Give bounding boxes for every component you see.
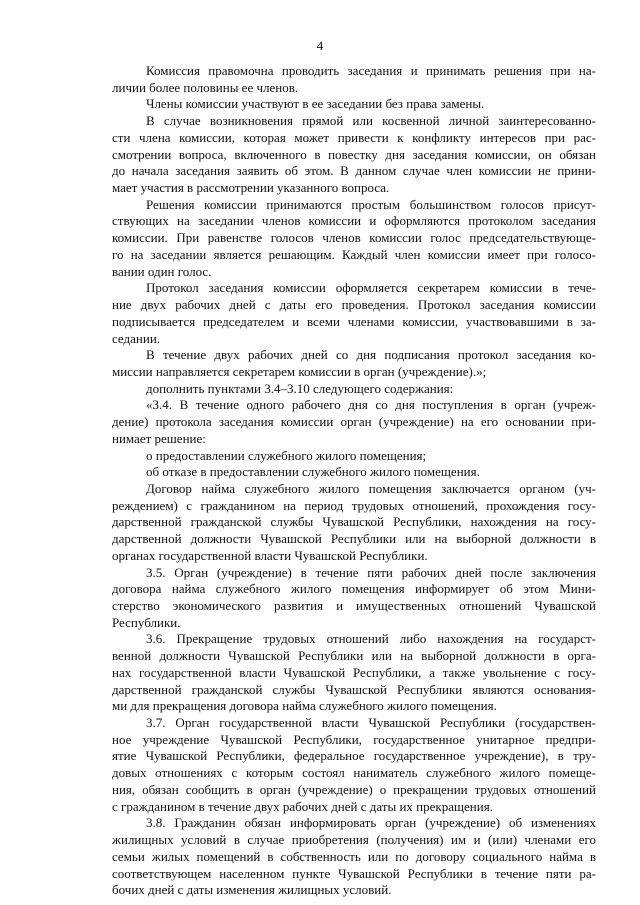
text-line: с гражданином в течение двух рабочих дней с даты их прекращения. <box>112 798 493 814</box>
text-line: довых отношениях с которым состоял наниматель служебного жилого помеще- <box>112 765 596 781</box>
text-line: В течение двух рабочих дней со дня подписания протокол заседания ко- <box>146 347 596 363</box>
text-line: миссии направляется секретарем комиссии в орган (учреждение).»; <box>112 363 487 379</box>
text-line: «3.4. В течение одного рабочего дня со дня поступления в орган (учреж- <box>146 397 596 413</box>
text-line: 3.7. Орган государственной власти Чувашской Республики (государствен- <box>146 715 596 731</box>
text-line: В случае возникновения прямой или косвенной личной заинтересованно- <box>146 113 596 129</box>
text-line: подписывается председателем и всеми членами комиссии, участвовавшими в за- <box>112 313 596 329</box>
text-line: нимает решение: <box>112 430 206 446</box>
text-line: мает участия в рассмотрении указанного вопроса. <box>112 180 390 196</box>
text-line: Республики. <box>112 614 181 630</box>
text-line: стерство экономического развития и имущественных отношений Чувашской <box>112 598 596 613</box>
text-line: реждением) с гражданином на период трудовых отношений, прохождения госу- <box>112 497 596 513</box>
body-text <box>112 63 596 899</box>
text-line: ние двух рабочих дней с даты его проведения. Протокол заседания комиссии <box>112 297 596 313</box>
text-line: об отказе в предоставлении служебного жилого помещения. <box>146 464 480 480</box>
text-line: дополнить пунктами 3.4–3.10 следующего содержания: <box>146 380 454 396</box>
text-line: венной должности Чувашской Республики или на выборной должности в орга- <box>112 648 596 664</box>
text-line: органах государственной власти Чувашской Республики. <box>112 547 428 563</box>
text-line: Протокол заседания комиссии оформляется секретарем комиссии в тече- <box>146 280 596 296</box>
text-line: семьи жилых помещений в собственность или по договору социального найма в <box>112 848 596 864</box>
text-line: дарственной должности Чувашской Республики или на выборной должности в <box>112 531 596 547</box>
text-line: Договор найма служебного жилого помещения заключается органом (уч- <box>146 480 596 496</box>
text-line: Решения комиссии принимаются простым большинством голосов присут- <box>146 196 596 212</box>
text-line: седании. <box>112 330 161 346</box>
text-line: до начала заседания заявить об этом. В данном случае член комиссии не прини- <box>112 163 596 179</box>
text-line: 3.8. Гражданин обязан информировать орган (учреждение) об изменениях <box>146 815 596 831</box>
text-line: 3.6. Прекращение трудовых отношений либо нахождения на государст- <box>146 631 596 647</box>
text-line: нах государственной власти Чувашской Республики, а также увольнение с госу- <box>112 664 596 680</box>
text-line: о предоставлении служебного жилого помещения; <box>146 447 427 463</box>
text-line: Комиссия правомочна проводить заседания и принимать решения при на- <box>146 63 596 78</box>
text-line: ния, обязан сообщить в орган (учреждение) о прекращении трудовых отношений <box>112 781 596 797</box>
text-line: ствующих на заседании членов комиссии и оформляются протоколом заседания <box>112 213 596 229</box>
text-line: го на заседании является решающим. Каждый член комиссии имеет при голосо- <box>112 246 596 262</box>
text-line: комиссии. При равенстве голосов членов комиссии голос председательствующе- <box>112 230 596 246</box>
text-line: ми для прекращения договора найма служебного жилого помещения. <box>112 698 497 714</box>
text-line: вании один голос. <box>112 263 212 279</box>
text-line: личии более половины ее членов. <box>112 79 299 95</box>
text-line: дение) протокола заседания комиссии орган (учреждение) на его основании при- <box>112 414 596 430</box>
text-line: жилищных условий в случае приобретения (получения) им и (или) членами его <box>112 832 596 848</box>
text-line: 3.5. Орган (учреждение) в течение пяти рабочих дней после заключения <box>146 564 596 580</box>
text-line: ное учреждение Чувашской Республики, государственное унитарное предпри- <box>112 731 596 747</box>
text-line: сти члена комиссии, которая может привести к конфликту интересов при рас- <box>112 129 596 145</box>
text-line: ятие Чувашской Республики, федеральное государственное учреждение), в тру- <box>112 748 596 764</box>
text-line: дарственной гражданской службы Чувашской Республики, нахождения на госу- <box>112 514 596 530</box>
text-line: Члены комиссии участвуют в ее заседании без права замены. <box>146 96 485 112</box>
text-line: смотрении вопроса, включенного в повестку дня заседания комиссии, он обязан <box>112 146 596 162</box>
text-line: дарственной гражданской службы Чувашской Республики являются основания- <box>112 681 596 697</box>
page-number: 4 <box>316 38 324 53</box>
text-line: соответствующем населенном пункте Чувашской Республики в течение пяти ра- <box>112 865 596 881</box>
text-line: договора найма служебного жилого помещения информирует об этом Мини- <box>112 581 596 597</box>
text-line: бочих дней с даты изменения жилищных условий. <box>112 882 392 898</box>
